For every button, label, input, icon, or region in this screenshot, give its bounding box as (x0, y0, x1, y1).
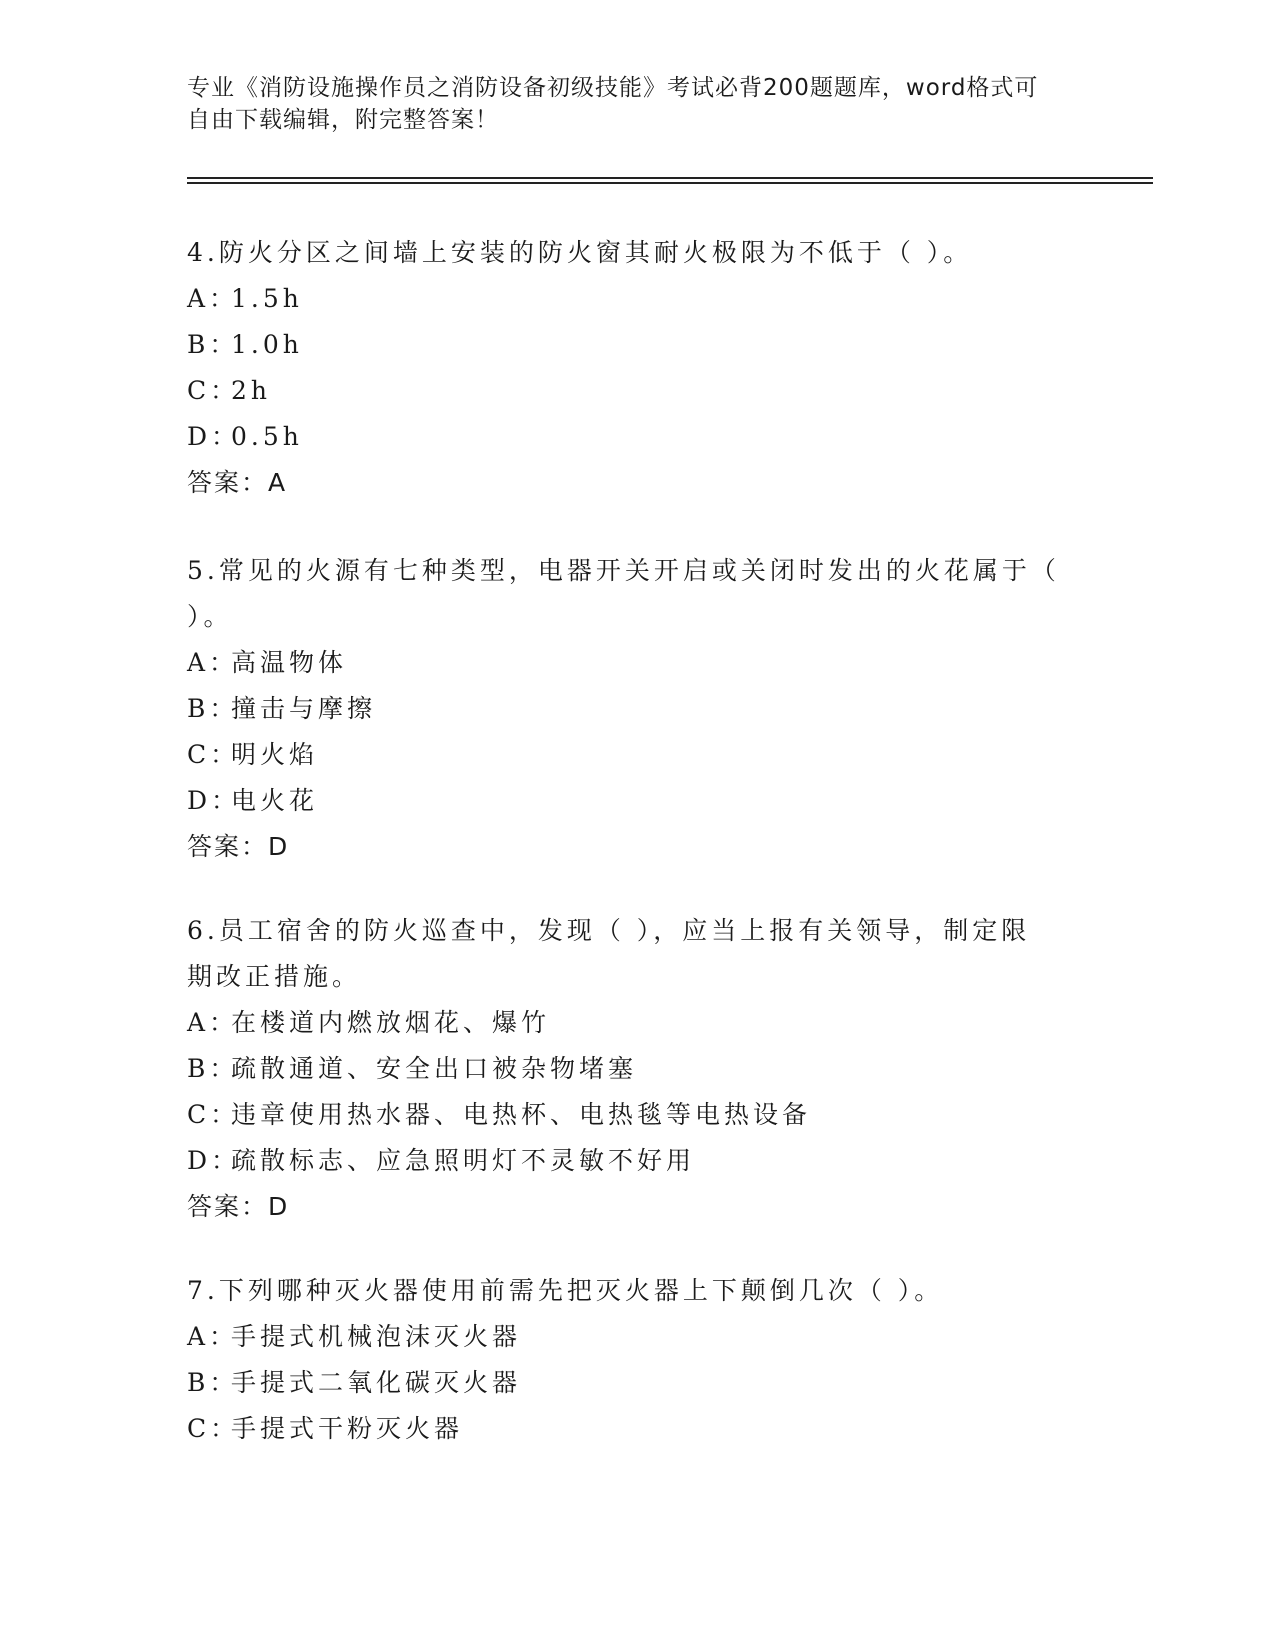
option-d (187, 414, 1067, 460)
option-key: D： (187, 422, 241, 451)
option-key: C： (187, 740, 240, 769)
option-text: 0.5h (231, 422, 303, 451)
option-b (187, 686, 1067, 732)
option-a (187, 640, 1067, 686)
question-7 (187, 1268, 1067, 1452)
option-text: 撞击与摩擦 (231, 694, 377, 723)
option-a (187, 1000, 1067, 1046)
header-divider-top (187, 177, 1153, 179)
option-text: 疏散通道、安全出口被杂物堵塞 (231, 1054, 638, 1083)
option-key: C： (187, 376, 240, 405)
option-b (187, 1046, 1067, 1092)
option-key: D： (187, 1146, 241, 1175)
option-key: B： (187, 330, 239, 359)
option-b (187, 1360, 1067, 1406)
option-c (187, 368, 1067, 414)
option-c (187, 732, 1067, 778)
option-text: 疏散标志、应急照明灯不灵敏不好用 (231, 1146, 696, 1175)
document-header (187, 72, 1087, 136)
option-d (187, 1138, 1067, 1184)
option-text: 手提式机械泡沫灭火器 (231, 1322, 522, 1351)
option-text: 违章使用热水器、电热杯、电热毯等电热设备 (231, 1100, 812, 1129)
option-text: 1.0h (231, 330, 303, 359)
option-key: C： (187, 1414, 240, 1443)
option-b (187, 322, 1067, 368)
option-key: A： (187, 1322, 239, 1351)
option-text: 电火花 (231, 786, 319, 815)
option-text: 手提式二氧化碳灭火器 (231, 1368, 522, 1397)
option-key: C： (187, 1100, 240, 1129)
question-stem-line-1: 6.员工宿舍的防火巡查中，发现（ ），应当上报有关领导，制定限 (187, 916, 1031, 945)
question-stem-line-2: 期改正措施。 (187, 962, 362, 991)
option-key: A： (187, 1008, 239, 1037)
option-key: D： (187, 786, 241, 815)
option-text: 手提式干粉灭火器 (231, 1414, 464, 1443)
question-6 (187, 908, 1067, 1230)
option-c (187, 1092, 1067, 1138)
option-text: 高温物体 (231, 648, 348, 677)
question-stem: 4.防火分区之间墙上安装的防火窗其耐火极限为不低于（ ）。 (187, 238, 973, 267)
question-stem-line-2: ）。 (187, 602, 233, 631)
question-stem-line-1: 5.常见的火源有七种类型，电器开关开启或关闭时发出的火花属于（ (187, 556, 1060, 585)
header-line-2: 自由下载编辑，附完整答案！ (187, 107, 499, 133)
option-text: 1.5h (231, 284, 303, 313)
question-stem: 7.下列哪种灭火器使用前需先把灭火器上下颠倒几次（ ）。 (187, 1276, 944, 1305)
option-a (187, 276, 1067, 322)
option-key: A： (187, 284, 239, 313)
question-4 (187, 230, 1067, 506)
question-5 (187, 548, 1067, 870)
option-text: 明火焰 (231, 740, 319, 769)
option-key: B： (187, 1368, 239, 1397)
option-key: B： (187, 694, 239, 723)
option-c (187, 1406, 1067, 1452)
answer: 答案：A (187, 468, 288, 497)
option-a (187, 1314, 1067, 1360)
answer: 答案：D (187, 1192, 290, 1221)
option-d (187, 778, 1067, 824)
option-text: 在楼道内燃放烟花、爆竹 (231, 1008, 551, 1037)
option-text: 2h (231, 376, 272, 405)
header-line-1: 专业《消防设施操作员之消防设备初级技能》考试必背200题题库，word格式可 (187, 75, 1039, 101)
answer: 答案：D (187, 832, 290, 861)
option-key: A： (187, 648, 239, 677)
header-divider-bottom (187, 182, 1153, 184)
option-key: B： (187, 1054, 239, 1083)
